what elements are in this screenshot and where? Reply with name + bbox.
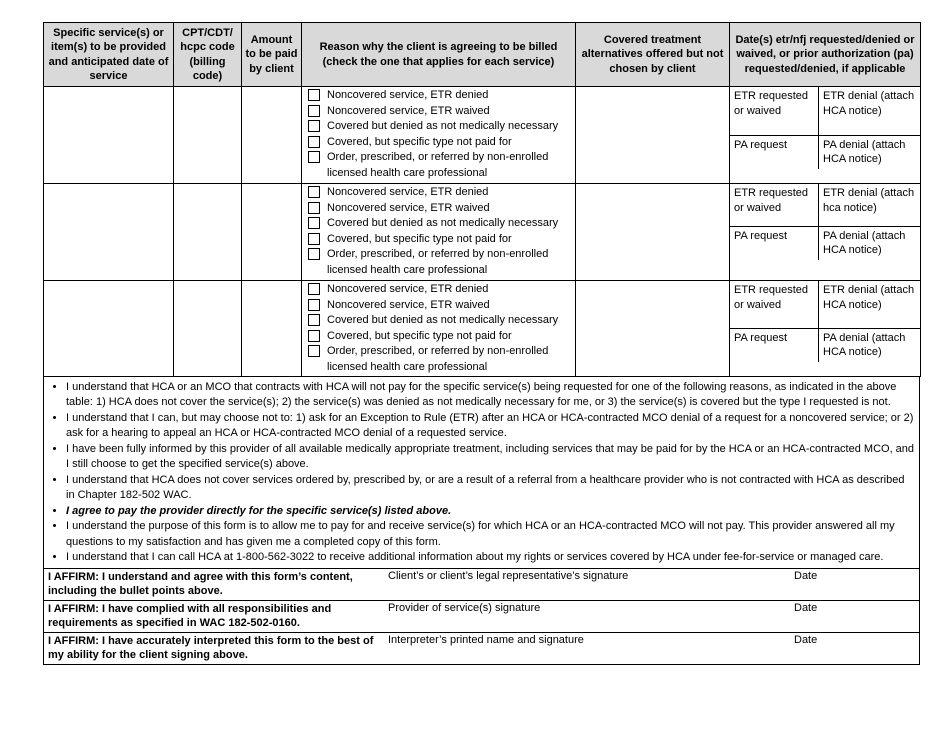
affirm-row-provider	[43, 601, 920, 633]
service-cell[interactable]	[44, 184, 174, 281]
option-not-medically-necessary[interactable]: Covered but denied as not medically necessary	[302, 216, 575, 232]
bullet-item: • I understand that I can call HCA at 1-800-562-3022 to receive additional information about my rights or services covered by HCA under fee-for-service or managed care.	[66, 550, 915, 566]
header-alternatives: Covered treatment alternatives offered but not chosen by client	[576, 23, 730, 87]
checkbox[interactable]	[308, 314, 320, 326]
checkbox[interactable]	[308, 248, 320, 260]
option-etr-waived[interactable]: Noncovered service, ETR waived	[302, 104, 575, 120]
service-row	[44, 184, 921, 281]
provider-date-field[interactable]: Date	[794, 601, 818, 614]
bullet-item: • I understand that HCA or an MCO that contracts with HCA will not pay for the specific service(s) being requested for one of the following reasons, as indicated in the above table: 1) HCA does not cover the service(s); 2) the service(s) was denied as not medically necessary for me, or 3) the service(s) is covered but the type I requested is not.	[66, 380, 915, 411]
dates-subtable	[730, 87, 920, 169]
dates-subtable	[730, 184, 920, 260]
checkbox[interactable]	[308, 330, 320, 342]
checkbox[interactable]	[308, 233, 320, 245]
interpreter-signature-field[interactable]: Interpreter’s printed name and signature	[388, 633, 584, 646]
pa-request-cell[interactable]: PA request	[730, 135, 819, 169]
affirm-statement: I AFFIRM: I understand and agree with this form’s content, including the bullet points above.	[48, 570, 353, 598]
services-table	[43, 22, 921, 377]
service-cell[interactable]	[44, 87, 174, 184]
etr-denial-cell[interactable]: ETR denial (attach HCA notice)	[819, 87, 921, 135]
billing-form	[43, 22, 920, 665]
pa-denial-cell[interactable]: PA denial (attach HCA notice)	[823, 331, 906, 358]
reason-cell	[302, 281, 576, 377]
checkbox[interactable]	[308, 120, 320, 132]
pa-request-cell[interactable]: PA request	[730, 226, 819, 260]
reason-cell	[302, 184, 576, 281]
bullet-item: • I understand that I can, but may choose not to: 1) ask for an Exception to Rule (ETR) after an HCA or HCA-contracted MCO denial of a request for a noncovered service; or 2) ask for a hearing to appeal an HCA or HCA-contracted MCO denial of a requested service.	[66, 411, 915, 442]
dates-cell	[730, 87, 921, 184]
option-etr-denied[interactable]: Noncovered service, ETR denied	[302, 185, 575, 201]
checkbox[interactable]	[308, 151, 320, 163]
service-row	[44, 87, 921, 184]
checkbox[interactable]	[308, 283, 320, 295]
option-non-enrolled[interactable]: Order, prescribed, or referred by non-enrolled licensed health care professional	[302, 344, 575, 375]
option-not-medically-necessary[interactable]: Covered but denied as not medically necessary	[302, 313, 575, 329]
affirm-statement: I AFFIRM: I have accurately interpreted this form to the best of my ability for the client signing above.	[48, 634, 374, 662]
checkbox[interactable]	[308, 89, 320, 101]
etr-request-cell[interactable]: ETR requested or waived	[730, 184, 819, 226]
affirm-row-interpreter	[43, 633, 920, 665]
header-dates: Date(s) etr/nfj requested/denied or waived, or prior authorization (pa) requested/denied, if applicable	[730, 23, 921, 87]
option-non-enrolled[interactable]: Order, prescribed, or referred by non-enrolled licensed health care professional	[302, 247, 575, 278]
code-cell[interactable]	[174, 281, 242, 377]
service-cell[interactable]	[44, 281, 174, 377]
interpreter-date-field[interactable]: Date	[794, 633, 818, 646]
header-service: Specific service(s) or item(s) to be provided and anticipated date of service	[44, 23, 174, 87]
provider-signature-field[interactable]: Provider of service(s) signature	[388, 601, 541, 614]
code-cell[interactable]	[174, 184, 242, 281]
bullet-item: • I have been fully informed by this provider of all available medically appropriate treatment, including services that may be paid for by the HCA or an HCA-contracted MCO, and I still choose to get the specified service(s) above.	[66, 442, 915, 473]
checkbox[interactable]	[308, 217, 320, 229]
dates-cell	[730, 184, 921, 281]
option-etr-waived[interactable]: Noncovered service, ETR waived	[302, 298, 575, 314]
pa-request-cell[interactable]: PA request	[730, 328, 819, 362]
alternatives-cell[interactable]	[576, 87, 730, 184]
checkbox[interactable]	[308, 202, 320, 214]
etr-request-cell[interactable]: ETR requested or waived	[730, 281, 819, 328]
amount-cell[interactable]	[242, 184, 302, 281]
bullet-item: • I understand the purpose of this form is to allow me to pay for and receive service(s) for which HCA or an HCA-contracted MCO will not pay. This provider answered all my questions to my satisfaction and has given me a completed copy of this form.	[66, 519, 915, 550]
option-etr-waived[interactable]: Noncovered service, ETR waived	[302, 201, 575, 217]
checkbox[interactable]	[308, 345, 320, 357]
client-signature-field[interactable]: Client’s or client’s legal representative’s signature	[388, 569, 629, 582]
header-amount: Amount to be paid by client	[242, 23, 302, 87]
amount-cell[interactable]	[242, 281, 302, 377]
alternatives-cell[interactable]	[576, 281, 730, 377]
pa-denial-cell[interactable]: PA denial (attach HCA notice)	[823, 229, 906, 256]
dates-cell	[730, 281, 921, 377]
alternatives-cell[interactable]	[576, 184, 730, 281]
checkbox[interactable]	[308, 299, 320, 311]
bullet-item: • I understand that HCA does not cover services ordered by, prescribed by, or are a result of a referral from a healthcare provider who is not contracted with HCA as described in Chapter 182-502 WAC.	[66, 473, 915, 504]
checkbox[interactable]	[308, 105, 320, 117]
option-type-not-paid[interactable]: Covered, but specific type not paid for	[302, 329, 575, 345]
code-cell[interactable]	[174, 87, 242, 184]
dates-subtable	[730, 281, 920, 362]
etr-denial-cell[interactable]: ETR denial (attach hca notice)	[819, 184, 921, 226]
option-etr-denied[interactable]: Noncovered service, ETR denied	[302, 282, 575, 298]
reason-cell	[302, 87, 576, 184]
etr-denial-cell[interactable]: ETR denial (attach HCA notice)	[819, 281, 921, 328]
client-date-field[interactable]: Date	[794, 569, 818, 582]
affirm-row-client	[43, 569, 920, 601]
etr-request-cell[interactable]: ETR requested or waived	[730, 87, 819, 135]
pa-denial-cell[interactable]: PA denial (attach HCA notice)	[823, 138, 906, 165]
option-not-medically-necessary[interactable]: Covered but denied as not medically necessary	[302, 119, 575, 135]
option-type-not-paid[interactable]: Covered, but specific type not paid for	[302, 135, 575, 151]
option-non-enrolled[interactable]: Order, prescribed, or referred by non-enrolled licensed health care professional	[302, 150, 575, 181]
checkbox[interactable]	[308, 186, 320, 198]
affirm-statement: I AFFIRM: I have complied with all responsibilities and requirements as specified in WAC 182-502-0160.	[48, 602, 332, 630]
service-row	[44, 281, 921, 377]
checkbox[interactable]	[308, 136, 320, 148]
option-type-not-paid[interactable]: Covered, but specific type not paid for	[302, 232, 575, 248]
acknowledgement-bullets	[43, 377, 920, 569]
header-row	[44, 23, 921, 87]
bullet-item-agree: • I agree to pay the provider directly for the specific service(s) listed above.	[66, 504, 915, 520]
amount-cell[interactable]	[242, 87, 302, 184]
option-etr-denied[interactable]: Noncovered service, ETR denied	[302, 88, 575, 104]
header-reason: Reason why the client is agreeing to be billed (check the one that applies for each service)	[302, 23, 576, 87]
header-code: CPT/CDT/ hcpc code (billing code)	[174, 23, 242, 87]
